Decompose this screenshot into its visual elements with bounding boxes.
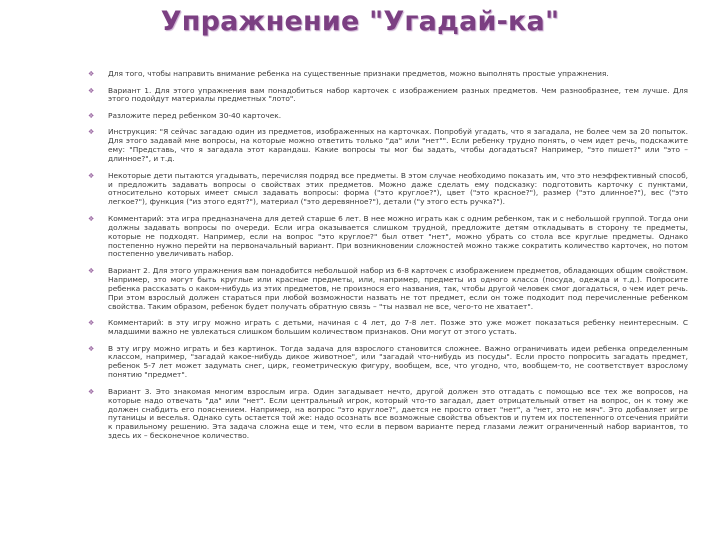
diamond-bullet-icon: ❖ (88, 344, 95, 353)
bullet-item (88, 70, 688, 79)
bullet-text: Вариант 1. Для этого упражнения вам понадобиться набор карточек с изображением разных предметов. Чем разнообразнее, тем лучше. Для этого подойдут материалы предметных "лото". (108, 85, 688, 104)
bullet-item (88, 267, 688, 312)
bullet-item (88, 388, 688, 441)
bullet-item (88, 172, 688, 208)
diamond-bullet-icon: ❖ (88, 128, 95, 137)
bullet-text: В эту игру можно играть и без картинок. Тогда задача для взрослого становится сложнее. Важно ограничивать идеи ребенка определенным классом, например, "загадай какое-нибудь дикое животное", или "загадай что-нибудь из посуды". Если просто попросить загадать предмет, ребенок 5-7 лет может задумать снег, цирк, геометрическую фигуру, вообщем, все, что угодно, что, вообщем-то, не соответствует взрослому понятию "предмет". (108, 343, 688, 380)
bullet-text: Некоторые дети пытаются угадывать, перечисляя подряд все предметы. В этом случае необходимо показать им, что это неэффективный способ, и предложить задавать вопросы о свойствах этих предметов. Можно даже сделать ему подсказку: подготовить карточку с пунктами, относительно которых имеет смысл задавать вопросы: форма ("это круглое?"), цвет ("это красное?"), размер ("это длинное?"), вес ("это легкое?"), функция ("из этого едят?"), материал ("это деревянное?"), детали ("у этого есть ручка?"). (108, 170, 688, 207)
diamond-bullet-icon: ❖ (88, 86, 95, 95)
slide-title: Упражнение "Угадай-ка" (160, 6, 560, 37)
diamond-bullet-icon: ❖ (88, 70, 95, 78)
diamond-bullet-icon: ❖ (88, 319, 95, 328)
diamond-bullet-icon: ❖ (88, 171, 95, 180)
bullet-item (88, 112, 688, 121)
bullet-item (88, 128, 688, 164)
diamond-bullet-icon: ❖ (88, 387, 95, 396)
bullet-list (88, 70, 688, 449)
diamond-bullet-icon: ❖ (88, 111, 95, 120)
bullet-item (88, 319, 688, 337)
bullet-text: Разложите перед ребенком 30-40 карточек. (108, 110, 282, 120)
bullet-item (88, 345, 688, 381)
bullet-text: Вариант 2. Для этого упражнения вам понадобится небольшой набор из 6-8 карточек с изображением предметов, обладающих общим свойством. Например, это могут быть круглые или красные предметы, или, например, предметы из одного класса (посуда, одежда и т.д.). Попросите ребенка рассказать о каком-нибудь из этих предметов, не произнося его названия, так, чтобы другой человек смог догадаться, о чем идет речь. При этом взрослый должен стараться при любой возможности назвать не тот предмет, если он тоже подходит под перечисленные ребенком свойства. Таким образом, ребенок будет получать обратную связь – "ты назвал не все, чего-то не хватает". (108, 265, 688, 311)
bullet-item (88, 87, 688, 105)
bullet-item (88, 215, 688, 260)
bullet-text: Комментарий: в эту игру можно играть с детьми, начиная с 4 лет, до 7-8 лет. Позже это уже может показаться ребенку неинтересным. С младшими важно не увлекаться слишком большим количеством признаков. Они могут от этого устать. (108, 318, 688, 336)
diamond-bullet-icon: ❖ (88, 266, 95, 275)
diamond-bullet-icon: ❖ (88, 214, 95, 223)
bullet-text: Комментарий: эта игра предназначена для детей старше 6 лет. В нее можно играть как с одним ребенком, так и с небольшой группой. Тогда они должны задавать вопросы по очереди. Если игра оказывается слишком трудной, предложите детям откладывать в сторону те предметы, которые не подходят. Например, если на вопрос "это круглое?" был ответ "нет", можно убрать со стола все круглые предметы. Однако постепенно нужно перейти на первоначальный вариант. При возникновении сложностей можно также сократить количество карточек, но потом постепенно увеличивать набор. (108, 213, 688, 259)
bullet-text: Инструкция: "Я сейчас загадаю один из предметов, изображенных на карточках. Попробуй угадать, что я загадала, не более чем за 20 попыток. Для этого задавай мне вопросы, на которые можно ответить только "да" или "нет"". Если ребенку трудно понять, о чем идет речь, подскажите ему: "Представь, что я загадала этот карандаш. Какие вопросы ты мог бы задать, чтобы догадаться? Например, "это пишет?" или "это – длинное?", и т.д. (108, 127, 688, 164)
bullet-text: Для того, чтобы направить внимание ребенка на существенные признаки предметов, можно выполнять простые упражнения. (108, 69, 609, 78)
bullet-text: Вариант 3. Это знакомая многим взрослым игра. Один загадывает нечто, другой должен это отгадать с помощью все тех же вопросов, на которые надо отвечать "да" или "нет". Если центральный игрок, который что-то загадал, дает отрицательный ответ на вопрос, он к тому же должен снабдить его пояснением. Например, на вопрос "это круглое?", дается не просто ответ "нет", а "нет, это не мяч". Это добавляет игре путаницы и веселья. Однако суть остается той же: надо осознать все возможные свойства объектов и путем их постепенного отсечения прийти к правильному решению. Эта задача сложна еще и тем, что если в первом варианте перед глазами лежит ограниченный набор вариантов, то здесь их – бесконечное количество. (108, 386, 688, 441)
